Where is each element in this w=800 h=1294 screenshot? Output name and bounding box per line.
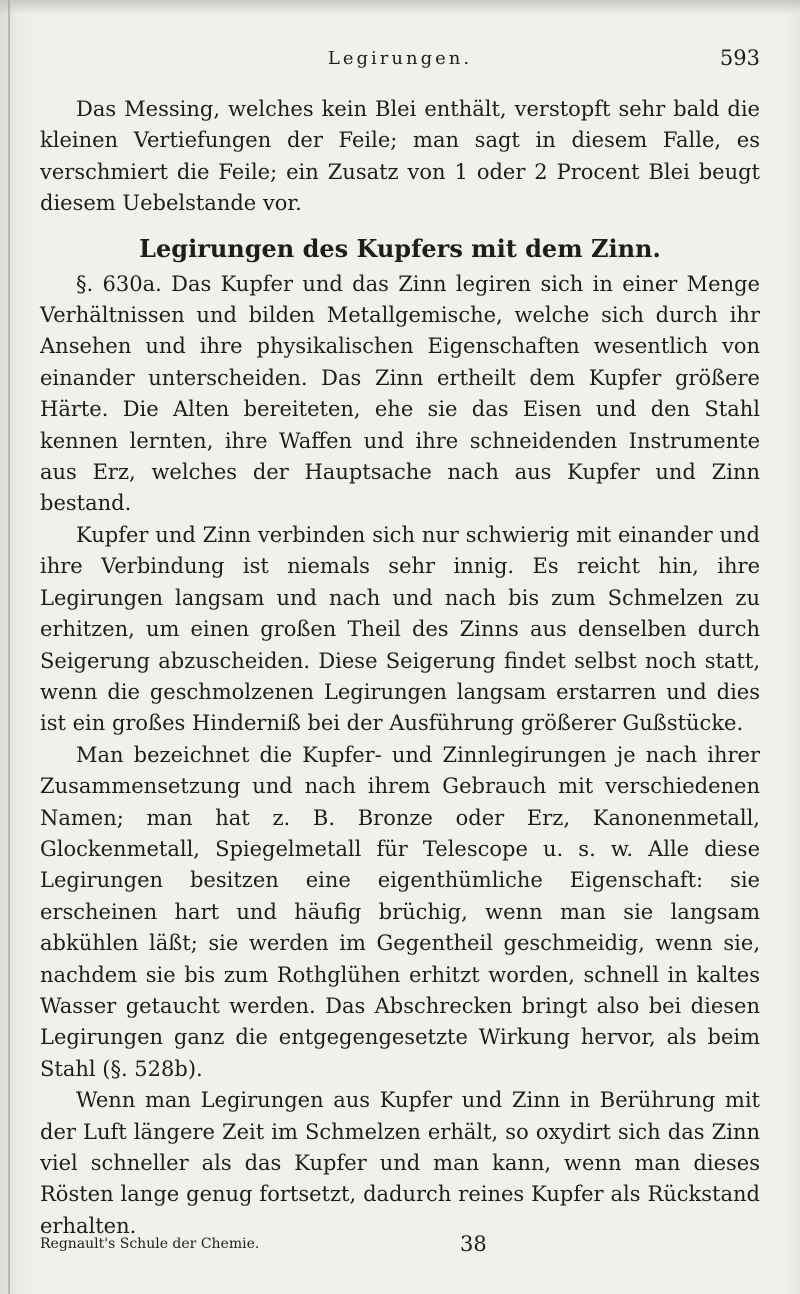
- section-heading: Legirungen des Kupfers mit dem Zinn.: [139, 233, 661, 263]
- page-number: 593: [719, 46, 760, 70]
- scan-shadow: [0, 0, 800, 14]
- running-head: Legirungen.: [327, 48, 473, 69]
- page-body: [40, 94, 760, 1242]
- paragraph-oxidation: Wenn man Legirungen aus Kupfer und Zinn in Berührung mit der Luft längere Zeit im Schmelzen erhält, so oxydirt sich das Zinn viel schneller als das Kupfer und man kann, wenn man dieses Rösten lange genug fortsetzt, dadurch reines Kupfer als Rückstand erhalten.: [40, 1088, 760, 1238]
- paragraph-names: Man bezeichnet die Kupfer- und Zinnlegirungen je nach ihrer Zusammensetzung und nach ihrem Gebrauch mit verschiedenen Namen; man hat z. B. Bronze oder Erz, Kanonenmetall, Glockenmetall, Spiegelmetall für Telescope u. s. w. Alle diese Legirungen besitzen eine eigenthümliche Eigenschaft: sie erscheinen hart und häufig brüchig, wenn man sie langsam abkühlen läßt; sie werden im Gegentheil geschmeidig, wenn sie, nachdem sie bis zum Rothglühen erhitzt worden, schnell in kaltes Wasser getaucht werden. Das Abschrecken bringt also bei diesen Legirungen ganz die entgegengesetzte Wirkung hervor, als beim Stahl (§. 528b).: [40, 742, 760, 1081]
- page-footer: [40, 1232, 760, 1262]
- signature-mark: 38: [460, 1232, 487, 1256]
- paragraph-630a: §. 630a. Das Kupfer und das Zinn legiren sich in einer Menge Verhältnissen und bilden Metallgemische, welche sich durch ihr Ansehen und ihre physikalischen Eigenschaften wesentlich von einander unterscheiden. Das Zinn ertheilt dem Kupfer größere Härte. Die Alten bereiteten, ehe sie das Eisen und den Stahl kennen lernten, ihre Waffen und ihre schneidenden Instrumente aus Erz, welches der Hauptsache nach aus Kupfer und Zinn bestand.: [40, 271, 760, 516]
- source-line: Regnault's Schule der Chemie.: [40, 1236, 260, 1252]
- page-header: [40, 48, 760, 78]
- binding-edge: [8, 0, 10, 1294]
- paragraph-seigerung: Kupfer und Zinn verbinden sich nur schwierig mit einander und ihre Verbindung ist niemals sehr innig. Es reicht hin, ihre Legirungen langsam und nach und nach bis zum Schmelzen zu erhitzen, um einen großen Theil des Zinns aus denselben durch Seigerung abzuscheiden. Diese Seigerung findet selbst noch statt, wenn die geschmolzenen Legirungen langsam erstarren und dies ist ein großes Hinderniß bei der Ausführung größerer Gußstücke.: [40, 522, 760, 736]
- paragraph-brass: Das Messing, welches kein Blei enthält, verstopft sehr bald die kleinen Vertiefungen der Feile; man sagt in diesem Falle, es verschmiert die Feile; ein Zusatz von 1 oder 2 Procent Blei beugt diesem Uebelstande vor.: [40, 97, 760, 216]
